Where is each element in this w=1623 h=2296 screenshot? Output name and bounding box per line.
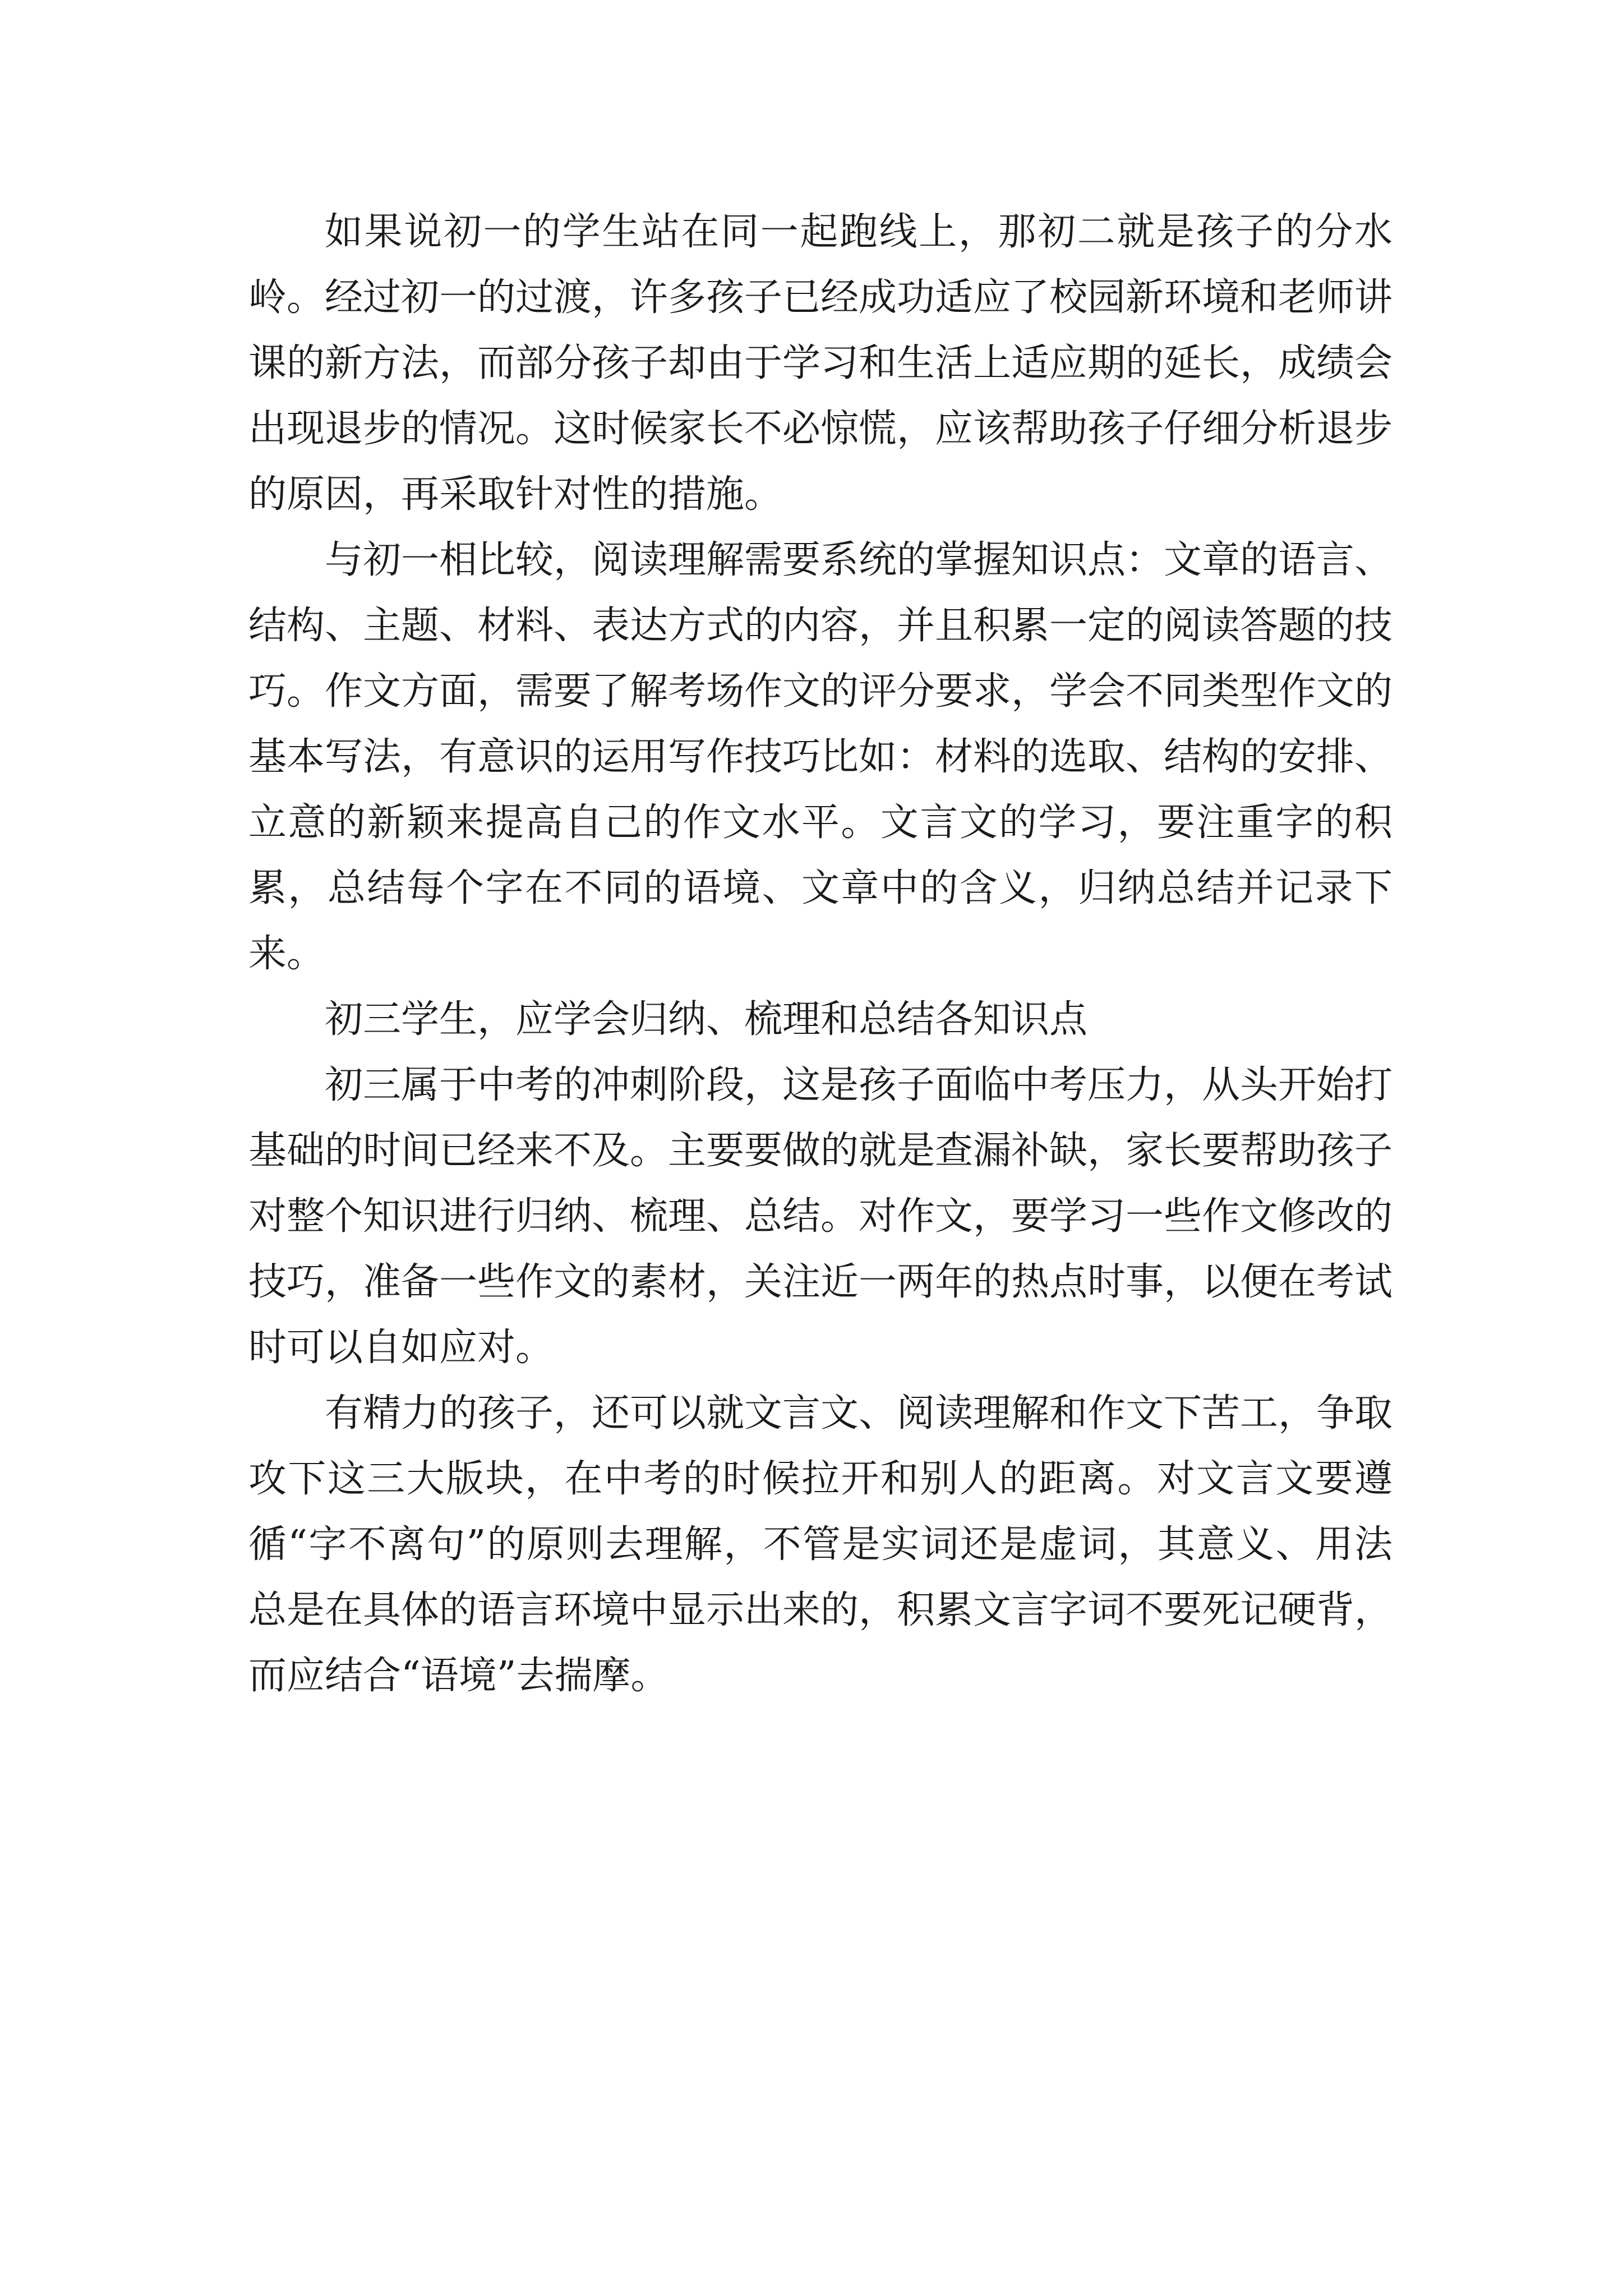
paragraph-2: 与初一相比较，阅读理解需要系统的掌握知识点：文章的语言、结构、主题、材料、表达方式的内容，并且积累一定的阅读答题的技巧。作文方面，需要了解考场作文的评分要求，学会不同类型作文的基本写法，有意识的运用写作技巧比如：材料的选取、结构的安排、立意的新颖来提高自己的作文水平。文言文的学习，要注重字的积累，总结每个字在不同的语境、文章中的含义，归纳总结并记录下来。: [248, 538, 1393, 976]
document-body: [248, 199, 1393, 1709]
paragraph-5: 有精力的孩子，还可以就文言文、阅读理解和作文下苦工，争取攻下这三大版块，在中考的时候拉开和别人的距离。对文言文要遵循“字不离句”的原则去理解，不管是实词还是虚词，其意义、用法总是在具体的语言环境中显示出来的，积累文言字词不要死记硬背，而应结合“语境”去揣摩。: [248, 1391, 1393, 1698]
paragraph-4: 初三属于中考的冲刺阶段，这是孩子面临中考压力，从头开始打基础的时间已经来不及。主要要做的就是查漏补缺，家长要帮助孩子对整个知识进行归纳、梳理、总结。对作文，要学习一些作文修改的技巧，准备一些作文的素材，关注近一两年的热点时事，以便在考试时可以自如应对。: [248, 1063, 1393, 1370]
paragraph-1: 如果说初一的学生站在同一起跑线上，那初二就是孩子的分水岭。经过初一的过渡，许多孩子已经成功适应了校园新环境和老师讲课的新方法，而部分孩子却由于学习和生活上适应期的延长，成绩会出现退步的情况。这时候家长不必惊慌，应该帮助孩子仔细分析退步的原因，再采取针对性的措施。: [248, 210, 1393, 517]
paragraph-3-heading: 初三学生，应学会归纳、梳理和总结各知识点: [325, 997, 1088, 1042]
